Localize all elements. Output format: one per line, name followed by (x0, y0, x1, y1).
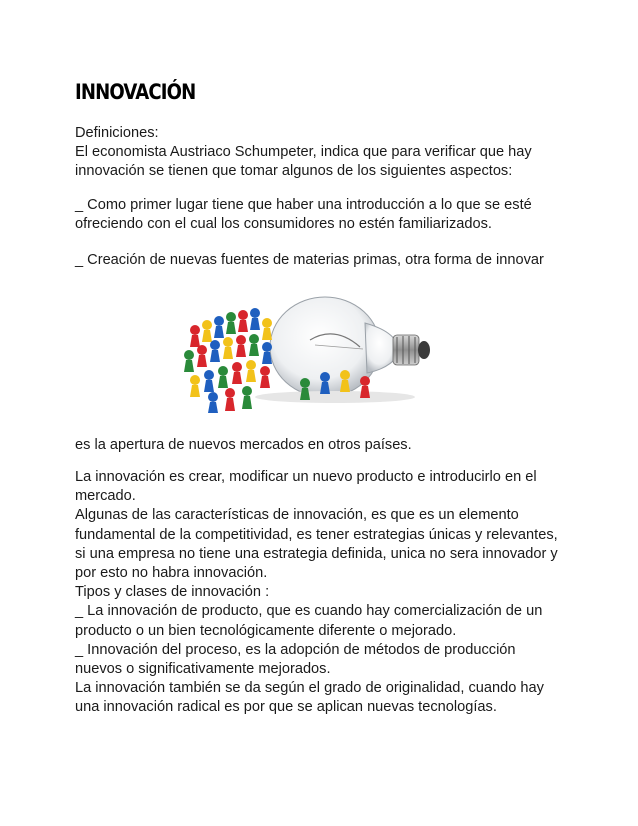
text-line: innovación se tienen que tomar algunos de los siguientes aspectos: (75, 163, 513, 180)
text-line: _ La innovación de producto, que es cuando hay comercialización de un (75, 603, 543, 620)
aspect-two-paragraph (75, 251, 575, 270)
text-line: si una empresa no tiene una estrategia definida, unica no sera innovador y (75, 545, 558, 562)
text-line: _ Creación de nuevas fuentes de materias primas, otra forma de innovar (75, 252, 544, 268)
text-line: es la apertura de nuevos mercados en otros países. (75, 437, 412, 453)
text-line: _ Innovación del proceso, es la adopción de métodos de producción (75, 641, 516, 658)
text-line: nuevos o significativamente mejorados. (75, 661, 331, 678)
text-line: ofreciendo con el cual los consumidores no estén familiarizados. (75, 216, 492, 233)
aspect-one-paragraph (75, 196, 575, 234)
text-line: una innovación radical es por que se aplican nuevas tecnologías. (75, 699, 497, 716)
intro-paragraph (75, 124, 575, 182)
aspect-three-paragraph (75, 436, 575, 455)
text-line: La innovación es crear, modificar un nuevo producto e introducirlo en el (75, 469, 537, 485)
text-line: por esto no habra innovación. (75, 565, 268, 582)
text-line: Tipos y clases de innovación : (75, 584, 270, 601)
text-line: fundamental de la competitividad, es tener estrategias únicas y relevantes, (75, 526, 558, 543)
text-line: mercado. (75, 488, 136, 505)
text-line: Algunas de las características de innovación, es que es un elemento (75, 507, 519, 524)
text-line: El economista Austriaco Schumpeter, indica que para verificar que hay (75, 144, 532, 161)
body-paragraph (75, 468, 575, 718)
text-line: _ Como primer lugar tiene que haber una introducción a lo que se esté (75, 197, 532, 213)
document-title: INNOVACIÓN (75, 80, 196, 104)
text-line: producto o un bien tecnológicamente diferente o mejorado. (75, 622, 457, 639)
text-line: La innovación también se da según el grado de originalidad, cuando hay (75, 680, 544, 697)
lightbulb-with-pawns-image (175, 285, 445, 415)
text-line: Definiciones: (75, 125, 159, 141)
